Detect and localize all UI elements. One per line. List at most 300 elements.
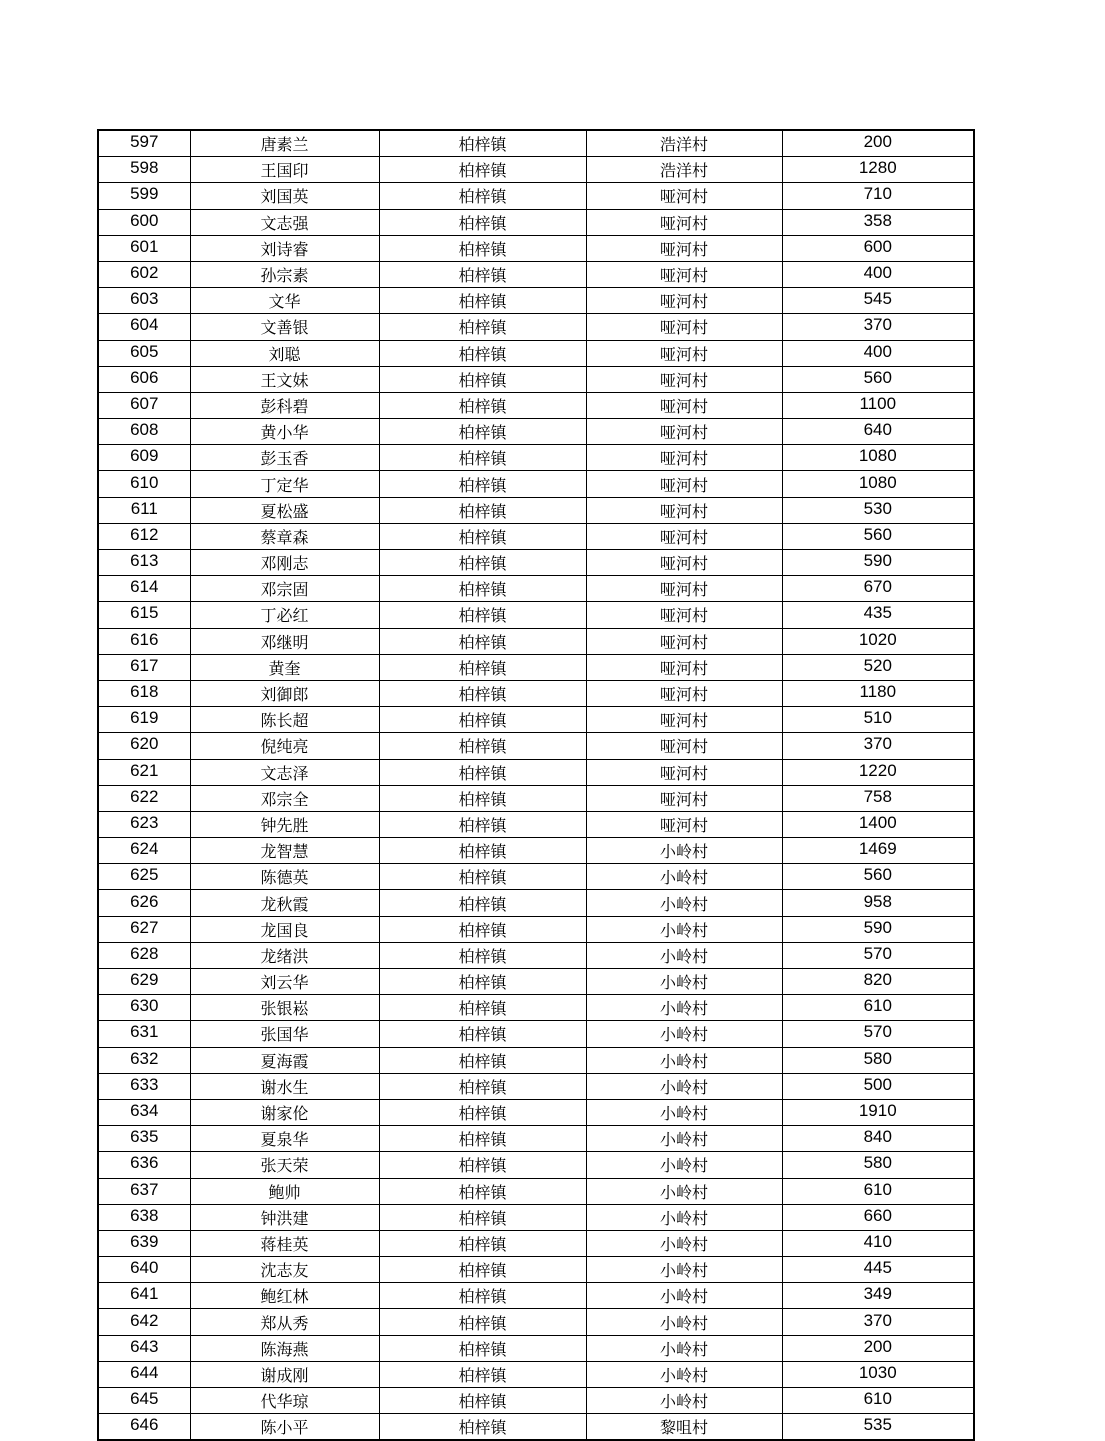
serial-number-cell: 606 [98,366,190,392]
serial-number-cell: 599 [98,183,190,209]
village-cell: 小岭村 [586,1047,782,1073]
town-cell: 柏梓镇 [379,942,586,968]
person-name-cell: 郑从秀 [190,1309,379,1335]
village-cell: 小岭村 [586,942,782,968]
serial-number-cell: 624 [98,838,190,864]
town-cell: 柏梓镇 [379,1414,586,1441]
town-cell: 柏梓镇 [379,1283,586,1309]
person-name-cell: 沈志友 [190,1257,379,1283]
amount-cell: 520 [782,654,974,680]
serial-number-cell: 604 [98,314,190,340]
amount-cell: 840 [782,1126,974,1152]
amount-cell: 200 [782,130,974,157]
town-cell: 柏梓镇 [379,471,586,497]
village-cell: 哑河村 [586,340,782,366]
table-row [98,576,974,602]
person-name-cell: 陈长超 [190,707,379,733]
amount-cell: 1180 [782,680,974,706]
town-cell: 柏梓镇 [379,785,586,811]
amount-cell: 590 [782,550,974,576]
village-cell: 小岭村 [586,1335,782,1361]
serial-number-cell: 608 [98,419,190,445]
town-cell: 柏梓镇 [379,497,586,523]
serial-number-cell: 602 [98,261,190,287]
village-cell: 哑河村 [586,707,782,733]
serial-number-cell: 614 [98,576,190,602]
amount-cell: 535 [782,1414,974,1441]
table-row [98,1021,974,1047]
village-cell: 小岭村 [586,864,782,890]
village-cell: 哑河村 [586,314,782,340]
village-cell: 小岭村 [586,1309,782,1335]
person-name-cell: 代华琼 [190,1388,379,1414]
village-cell: 哑河村 [586,366,782,392]
village-cell: 哑河村 [586,209,782,235]
person-name-cell: 蒋桂英 [190,1230,379,1256]
town-cell: 柏梓镇 [379,366,586,392]
town-cell: 柏梓镇 [379,1073,586,1099]
table-row [98,550,974,576]
person-name-cell: 蔡章森 [190,523,379,549]
table-row [98,995,974,1021]
person-name-cell: 谢成刚 [190,1361,379,1387]
person-name-cell: 唐素兰 [190,130,379,157]
amount-cell: 610 [782,1178,974,1204]
serial-number-cell: 644 [98,1361,190,1387]
village-cell: 哑河村 [586,602,782,628]
serial-number-cell: 629 [98,969,190,995]
serial-number-cell: 635 [98,1126,190,1152]
amount-cell: 560 [782,523,974,549]
serial-number-cell: 611 [98,497,190,523]
person-name-cell: 邓宗全 [190,785,379,811]
table-row [98,419,974,445]
amount-cell: 400 [782,261,974,287]
town-cell: 柏梓镇 [379,628,586,654]
town-cell: 柏梓镇 [379,707,586,733]
town-cell: 柏梓镇 [379,838,586,864]
person-name-cell: 孙宗素 [190,261,379,287]
table-row [98,1257,974,1283]
serial-number-cell: 597 [98,130,190,157]
person-name-cell: 文善银 [190,314,379,340]
table-row [98,497,974,523]
amount-cell: 640 [782,419,974,445]
amount-cell: 560 [782,864,974,890]
amount-cell: 660 [782,1204,974,1230]
town-cell: 柏梓镇 [379,183,586,209]
data-table [97,129,975,1441]
amount-cell: 560 [782,366,974,392]
table-row [98,602,974,628]
amount-cell: 670 [782,576,974,602]
serial-number-cell: 638 [98,1204,190,1230]
serial-number-cell: 618 [98,680,190,706]
town-cell: 柏梓镇 [379,1361,586,1387]
village-cell: 浩洋村 [586,157,782,183]
village-cell: 小岭村 [586,890,782,916]
town-cell: 柏梓镇 [379,314,586,340]
person-name-cell: 张国华 [190,1021,379,1047]
amount-cell: 610 [782,995,974,1021]
town-cell: 柏梓镇 [379,864,586,890]
village-cell: 哑河村 [586,628,782,654]
table-row [98,340,974,366]
table-row [98,1073,974,1099]
village-cell: 小岭村 [586,1152,782,1178]
table-row [98,1388,974,1414]
town-cell: 柏梓镇 [379,1309,586,1335]
serial-number-cell: 636 [98,1152,190,1178]
table-row [98,759,974,785]
person-name-cell: 夏松盛 [190,497,379,523]
serial-number-cell: 628 [98,942,190,968]
amount-cell: 500 [782,1073,974,1099]
amount-cell: 570 [782,942,974,968]
table-row [98,288,974,314]
person-name-cell: 王国印 [190,157,379,183]
person-name-cell: 丁必红 [190,602,379,628]
town-cell: 柏梓镇 [379,523,586,549]
town-cell: 柏梓镇 [379,1152,586,1178]
table-row [98,314,974,340]
village-cell: 哑河村 [586,392,782,418]
village-cell: 浩洋村 [586,130,782,157]
amount-cell: 580 [782,1047,974,1073]
village-cell: 小岭村 [586,1257,782,1283]
village-cell: 哑河村 [586,654,782,680]
serial-number-cell: 632 [98,1047,190,1073]
table-row [98,130,974,157]
amount-cell: 358 [782,209,974,235]
table-row [98,942,974,968]
town-cell: 柏梓镇 [379,1230,586,1256]
amount-cell: 1100 [782,392,974,418]
table-row [98,261,974,287]
town-cell: 柏梓镇 [379,1126,586,1152]
village-cell: 小岭村 [586,1021,782,1047]
amount-cell: 580 [782,1152,974,1178]
person-name-cell: 夏海霞 [190,1047,379,1073]
village-cell: 哑河村 [586,445,782,471]
amount-cell: 1080 [782,445,974,471]
village-cell: 小岭村 [586,1230,782,1256]
town-cell: 柏梓镇 [379,392,586,418]
amount-cell: 370 [782,733,974,759]
amount-cell: 1400 [782,811,974,837]
person-name-cell: 陈德英 [190,864,379,890]
person-name-cell: 刘云华 [190,969,379,995]
person-name-cell: 钟先胜 [190,811,379,837]
amount-cell: 370 [782,1309,974,1335]
amount-cell: 820 [782,969,974,995]
serial-number-cell: 615 [98,602,190,628]
amount-cell: 435 [782,602,974,628]
table-row [98,654,974,680]
town-cell: 柏梓镇 [379,890,586,916]
amount-cell: 758 [782,785,974,811]
town-cell: 柏梓镇 [379,130,586,157]
table-row [98,471,974,497]
serial-number-cell: 642 [98,1309,190,1335]
village-cell: 小岭村 [586,1204,782,1230]
village-cell: 哑河村 [586,550,782,576]
village-cell: 小岭村 [586,1126,782,1152]
town-cell: 柏梓镇 [379,602,586,628]
person-name-cell: 谢家伦 [190,1099,379,1125]
person-name-cell: 钟洪建 [190,1204,379,1230]
village-cell: 小岭村 [586,916,782,942]
serial-number-cell: 630 [98,995,190,1021]
serial-number-cell: 617 [98,654,190,680]
village-cell: 小岭村 [586,1361,782,1387]
town-cell: 柏梓镇 [379,1257,586,1283]
village-cell: 小岭村 [586,969,782,995]
table-row [98,1230,974,1256]
amount-cell: 410 [782,1230,974,1256]
amount-cell: 349 [782,1283,974,1309]
village-cell: 哑河村 [586,288,782,314]
amount-cell: 1280 [782,157,974,183]
serial-number-cell: 612 [98,523,190,549]
serial-number-cell: 637 [98,1178,190,1204]
table-row [98,1309,974,1335]
village-cell: 哑河村 [586,235,782,261]
table-row [98,864,974,890]
amount-cell: 600 [782,235,974,261]
town-cell: 柏梓镇 [379,1335,586,1361]
table-row [98,733,974,759]
amount-cell: 530 [782,497,974,523]
serial-number-cell: 621 [98,759,190,785]
town-cell: 柏梓镇 [379,235,586,261]
town-cell: 柏梓镇 [379,733,586,759]
person-name-cell: 龙国良 [190,916,379,942]
town-cell: 柏梓镇 [379,969,586,995]
town-cell: 柏梓镇 [379,654,586,680]
village-cell: 哑河村 [586,183,782,209]
table-row [98,1047,974,1073]
village-cell: 哑河村 [586,523,782,549]
person-name-cell: 陈海燕 [190,1335,379,1361]
village-cell: 哑河村 [586,759,782,785]
serial-number-cell: 610 [98,471,190,497]
person-name-cell: 鲍帅 [190,1178,379,1204]
serial-number-cell: 645 [98,1388,190,1414]
serial-number-cell: 623 [98,811,190,837]
person-name-cell: 王文妹 [190,366,379,392]
village-cell: 小岭村 [586,1388,782,1414]
serial-number-cell: 600 [98,209,190,235]
town-cell: 柏梓镇 [379,995,586,1021]
table-row [98,235,974,261]
town-cell: 柏梓镇 [379,157,586,183]
serial-number-cell: 613 [98,550,190,576]
town-cell: 柏梓镇 [379,680,586,706]
person-name-cell: 邓刚志 [190,550,379,576]
amount-cell: 1020 [782,628,974,654]
person-name-cell: 鲍红林 [190,1283,379,1309]
town-cell: 柏梓镇 [379,1388,586,1414]
table-body [98,130,974,1440]
village-cell: 哑河村 [586,471,782,497]
town-cell: 柏梓镇 [379,261,586,287]
table-row [98,1361,974,1387]
amount-cell: 200 [782,1335,974,1361]
village-cell: 哑河村 [586,261,782,287]
person-name-cell: 张银崧 [190,995,379,1021]
person-name-cell: 刘诗睿 [190,235,379,261]
table-row [98,1178,974,1204]
town-cell: 柏梓镇 [379,419,586,445]
serial-number-cell: 639 [98,1230,190,1256]
village-cell: 小岭村 [586,838,782,864]
person-name-cell: 文志泽 [190,759,379,785]
amount-cell: 610 [782,1388,974,1414]
town-cell: 柏梓镇 [379,811,586,837]
town-cell: 柏梓镇 [379,576,586,602]
table-row [98,523,974,549]
person-name-cell: 张天荣 [190,1152,379,1178]
town-cell: 柏梓镇 [379,759,586,785]
table-row [98,811,974,837]
person-name-cell: 文华 [190,288,379,314]
serial-number-cell: 620 [98,733,190,759]
town-cell: 柏梓镇 [379,550,586,576]
person-name-cell: 谢水生 [190,1073,379,1099]
amount-cell: 545 [782,288,974,314]
town-cell: 柏梓镇 [379,1021,586,1047]
table-row [98,366,974,392]
serial-number-cell: 607 [98,392,190,418]
amount-cell: 1910 [782,1099,974,1125]
village-cell: 哑河村 [586,419,782,445]
person-name-cell: 龙智慧 [190,838,379,864]
town-cell: 柏梓镇 [379,209,586,235]
serial-number-cell: 631 [98,1021,190,1047]
village-cell: 哑河村 [586,576,782,602]
table-row [98,1126,974,1152]
table-row [98,445,974,471]
table-row [98,785,974,811]
amount-cell: 958 [782,890,974,916]
table-row [98,1204,974,1230]
person-name-cell: 龙秋霞 [190,890,379,916]
serial-number-cell: 605 [98,340,190,366]
town-cell: 柏梓镇 [379,1204,586,1230]
table-row [98,838,974,864]
amount-cell: 400 [782,340,974,366]
serial-number-cell: 609 [98,445,190,471]
village-cell: 小岭村 [586,1283,782,1309]
table-row [98,1414,974,1441]
amount-cell: 1080 [782,471,974,497]
table-row [98,707,974,733]
village-cell: 哑河村 [586,733,782,759]
amount-cell: 445 [782,1257,974,1283]
table-row [98,1099,974,1125]
town-cell: 柏梓镇 [379,288,586,314]
table-row [98,157,974,183]
person-name-cell: 夏泉华 [190,1126,379,1152]
table-row [98,680,974,706]
village-cell: 哑河村 [586,497,782,523]
village-cell: 小岭村 [586,1099,782,1125]
serial-number-cell: 625 [98,864,190,890]
town-cell: 柏梓镇 [379,1178,586,1204]
person-name-cell: 刘聪 [190,340,379,366]
village-cell: 小岭村 [586,995,782,1021]
person-name-cell: 邓宗固 [190,576,379,602]
person-name-cell: 丁定华 [190,471,379,497]
serial-number-cell: 643 [98,1335,190,1361]
village-cell: 哑河村 [586,785,782,811]
table-row [98,1152,974,1178]
village-cell: 小岭村 [586,1178,782,1204]
village-cell: 哑河村 [586,680,782,706]
town-cell: 柏梓镇 [379,445,586,471]
serial-number-cell: 627 [98,916,190,942]
village-cell: 哑河村 [586,811,782,837]
table-row [98,209,974,235]
table-row [98,1283,974,1309]
serial-number-cell: 640 [98,1257,190,1283]
town-cell: 柏梓镇 [379,340,586,366]
amount-cell: 1469 [782,838,974,864]
amount-cell: 1220 [782,759,974,785]
serial-number-cell: 634 [98,1099,190,1125]
serial-number-cell: 626 [98,890,190,916]
serial-number-cell: 646 [98,1414,190,1441]
amount-cell: 570 [782,1021,974,1047]
serial-number-cell: 616 [98,628,190,654]
table-row [98,392,974,418]
amount-cell: 1030 [782,1361,974,1387]
table-row [98,890,974,916]
person-name-cell: 彭科碧 [190,392,379,418]
village-cell: 黎咀村 [586,1414,782,1441]
person-name-cell: 刘国英 [190,183,379,209]
amount-cell: 590 [782,916,974,942]
amount-cell: 370 [782,314,974,340]
person-name-cell: 龙绪洪 [190,942,379,968]
table-row [98,183,974,209]
village-cell: 小岭村 [586,1073,782,1099]
person-name-cell: 倪纯亮 [190,733,379,759]
town-cell: 柏梓镇 [379,916,586,942]
person-name-cell: 陈小平 [190,1414,379,1441]
serial-number-cell: 598 [98,157,190,183]
serial-number-cell: 601 [98,235,190,261]
person-name-cell: 彭玉香 [190,445,379,471]
person-name-cell: 刘御郎 [190,680,379,706]
person-name-cell: 黄奎 [190,654,379,680]
town-cell: 柏梓镇 [379,1047,586,1073]
table-row [98,916,974,942]
serial-number-cell: 622 [98,785,190,811]
serial-number-cell: 619 [98,707,190,733]
serial-number-cell: 603 [98,288,190,314]
serial-number-cell: 641 [98,1283,190,1309]
table-row [98,969,974,995]
person-name-cell: 邓继明 [190,628,379,654]
amount-cell: 510 [782,707,974,733]
table-row [98,628,974,654]
amount-cell: 710 [782,183,974,209]
town-cell: 柏梓镇 [379,1099,586,1125]
person-name-cell: 文志强 [190,209,379,235]
person-name-cell: 黄小华 [190,419,379,445]
